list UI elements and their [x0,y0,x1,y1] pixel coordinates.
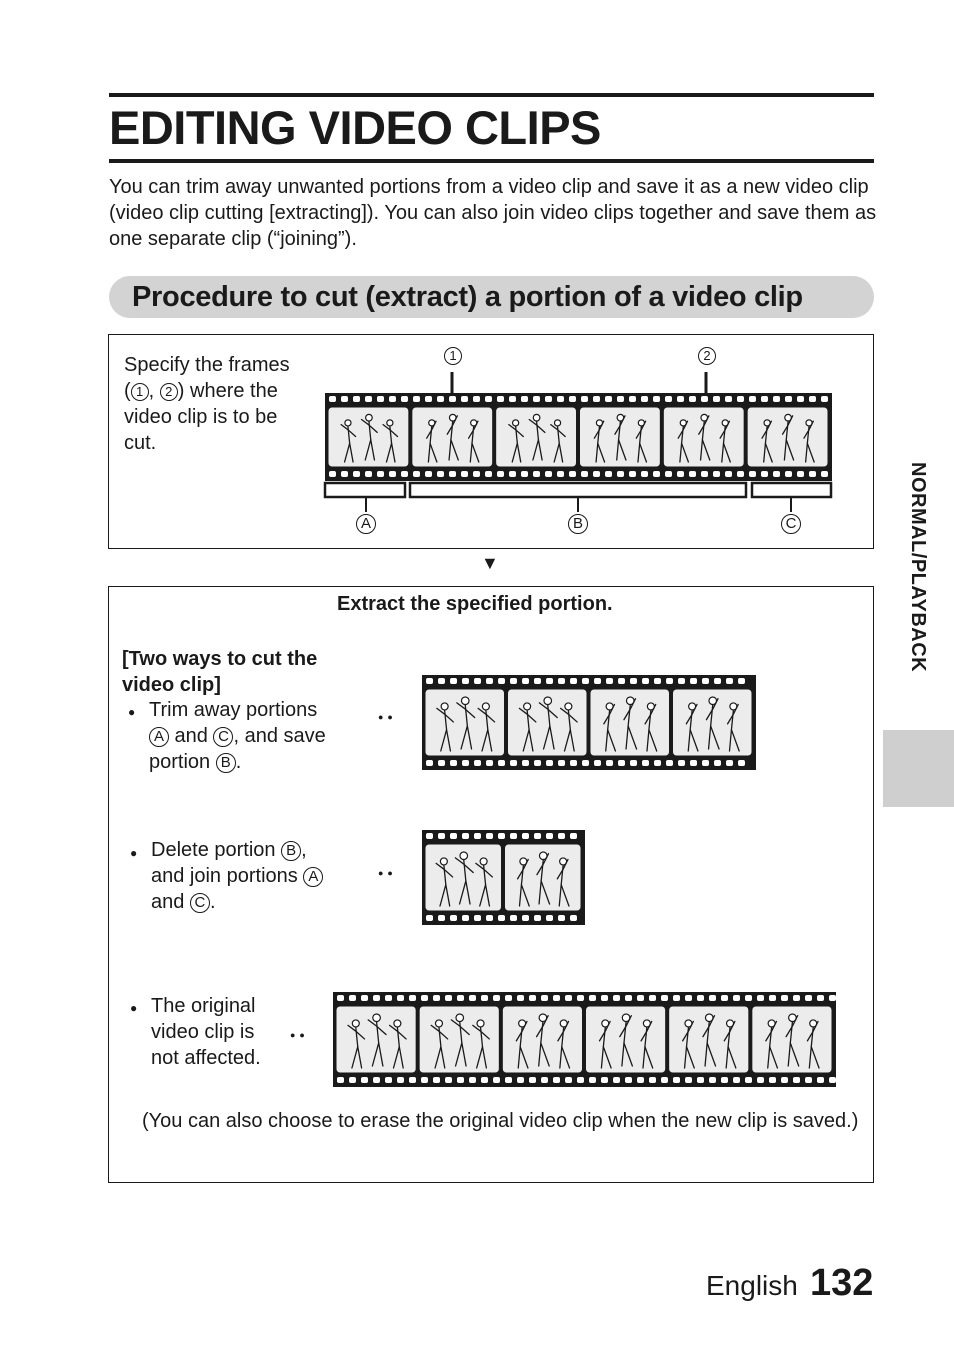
way2-bullet: ● [130,846,138,860]
way2-a: A [303,867,323,887]
sprocket-hole [661,1077,668,1083]
sprocket-hole [817,995,824,1001]
sprocket-hole [613,1077,620,1083]
sprocket-hole [409,995,416,1001]
orig-text: The original video clip is not affected. [151,995,261,1069]
portion-a-label: A [356,514,376,534]
sprocket-hole [517,995,524,1001]
marker-1: 1 [444,347,462,365]
sprocket-hole [697,995,704,1001]
sprocket-hole [793,1077,800,1083]
sprocket-hole [685,1077,692,1083]
sprocket-hole [337,995,344,1001]
filmstrip-body [333,992,836,1087]
sprocket-hole [745,1077,752,1083]
sprocket-hole [481,995,488,1001]
sprocket-hole [349,1077,356,1083]
way2-c: C [190,893,210,913]
step1-line1: Specify the frames [124,354,290,376]
sprocket-hole [637,1077,644,1083]
side-tab [883,730,954,807]
way1-b: B [216,753,236,773]
step1-line2: ( 1 , 2 ) where the [124,380,278,402]
sprocket-hole [385,995,392,1001]
sprocket-hole [649,995,656,1001]
sprocket-hole [733,1077,740,1083]
sprocket-hole [661,995,668,1001]
sprocket-hole [457,1077,464,1083]
sprocket-hole [805,1077,812,1083]
sprocket-hole [601,995,608,1001]
sprocket-hole [565,1077,572,1083]
sprocket-hole [541,995,548,1001]
sprocket-hole [433,995,440,1001]
sprocket-hole [793,995,800,1001]
sprocket-hole [421,995,428,1001]
sprocket-hole [757,995,764,1001]
sprocket-hole [361,995,368,1001]
sprocket-hole [553,1077,560,1083]
way2-b: B [281,841,301,861]
sprocket-hole [373,1077,380,1083]
sprocket-hole [493,1077,500,1083]
way1-c: C [213,727,233,747]
ways-title: [Two ways to cut the video clip] [122,648,318,696]
sprocket-hole [697,1077,704,1083]
sprocket-hole [781,995,788,1001]
sprocket-hole [709,1077,716,1083]
sprocket-hole [577,995,584,1001]
sprocket-hole [445,995,452,1001]
step1-line3: video clip is to be [124,406,278,428]
sprocket-hole [397,1077,404,1083]
sprocket-hole [769,1077,776,1083]
sprocket-hole [457,995,464,1001]
sprocket-hole [577,1077,584,1083]
marker-1-ref: 1 [131,383,149,401]
sprocket-hole [769,995,776,1001]
sprocket-hole [505,995,512,1001]
sprocket-hole [625,1077,632,1083]
marker-2-ref: 2 [160,383,178,401]
sprocket-hole [541,1077,548,1083]
sprocket-hole [673,1077,680,1083]
sprocket-hole [397,995,404,1001]
sprocket-hole [553,995,560,1001]
sprocket-hole [373,995,380,1001]
portion-c-label: C [781,514,801,534]
sprocket-hole [361,1077,368,1083]
sprocket-hole [589,1077,596,1083]
way1-text: Trim away portions A and C , and save portion B . [149,699,326,773]
sprocket-hole [349,995,356,1001]
sprocket-hole [601,1077,608,1083]
sprocket-hole [493,995,500,1001]
sprocket-hole [649,1077,656,1083]
way1-bullet: ● [128,705,136,719]
sprocket-hole [733,995,740,1001]
way1-a: A [149,727,169,747]
sprocket-hole [481,1077,488,1083]
sprocket-hole [529,995,536,1001]
sprocket-hole [469,995,476,1001]
sprocket-hole [517,1077,524,1083]
sprocket-hole [829,1077,836,1083]
sprocket-hole [685,995,692,1001]
sprocket-hole [409,1077,416,1083]
sprocket-hole [589,995,596,1001]
sprocket-hole [637,995,644,1001]
sprocket-hole [529,1077,536,1083]
sprocket-hole [817,1077,824,1083]
orig-bullet: ● [130,1001,138,1015]
sprocket-hole [445,1077,452,1083]
sprocket-hole [673,995,680,1001]
sprocket-hole [613,995,620,1001]
page-title: EDITING VIDEO CLIPS [109,101,601,154]
erase-note: (You can also choose to erase the original video clip when the new clip is saved.) [142,1110,859,1132]
sprocket-hole [757,1077,764,1083]
sprocket-hole [565,995,572,1001]
sprocket-hole [337,1077,344,1083]
step1-line4: cut. [124,432,157,454]
sprocket-hole [781,1077,788,1083]
intro-paragraph: You can trim away unwanted portions from a video clip and save it as a new video clip (video clip cutting [extracting]). You can also join video clips together and save them as one separate clip (“joining”). [109,176,877,250]
sprocket-hole [505,1077,512,1083]
sprocket-hole [469,1077,476,1083]
marker-2: 2 [698,347,716,365]
way1-dots: ●● [378,712,397,722]
portion-b-label: B [568,514,588,534]
footer-page-number: 132 [810,1262,874,1304]
next-step-arrow: ▼ [481,553,499,573]
sprocket-hole [709,995,716,1001]
sprocket-hole [745,995,752,1001]
orig-dots: ●● [290,1030,309,1040]
section-heading: Procedure to cut (extract) a portion of a video clip [132,281,803,313]
sprocket-hole [625,995,632,1001]
footer-language: English [706,1270,798,1301]
sprocket-hole [721,995,728,1001]
sprocket-hole [805,995,812,1001]
sprocket-hole [829,995,836,1001]
sprocket-hole [385,1077,392,1083]
way2-text: Delete portion B , and join portions A and C . [151,837,323,915]
step2-heading: Extract the specified portion. [337,593,613,615]
sprocket-hole [421,1077,428,1083]
way2-dots: ●● [378,868,397,878]
sprocket-hole [433,1077,440,1083]
sprocket-hole [721,1077,728,1083]
side-tab-label: NORMAL/PLAYBACK [907,462,929,673]
